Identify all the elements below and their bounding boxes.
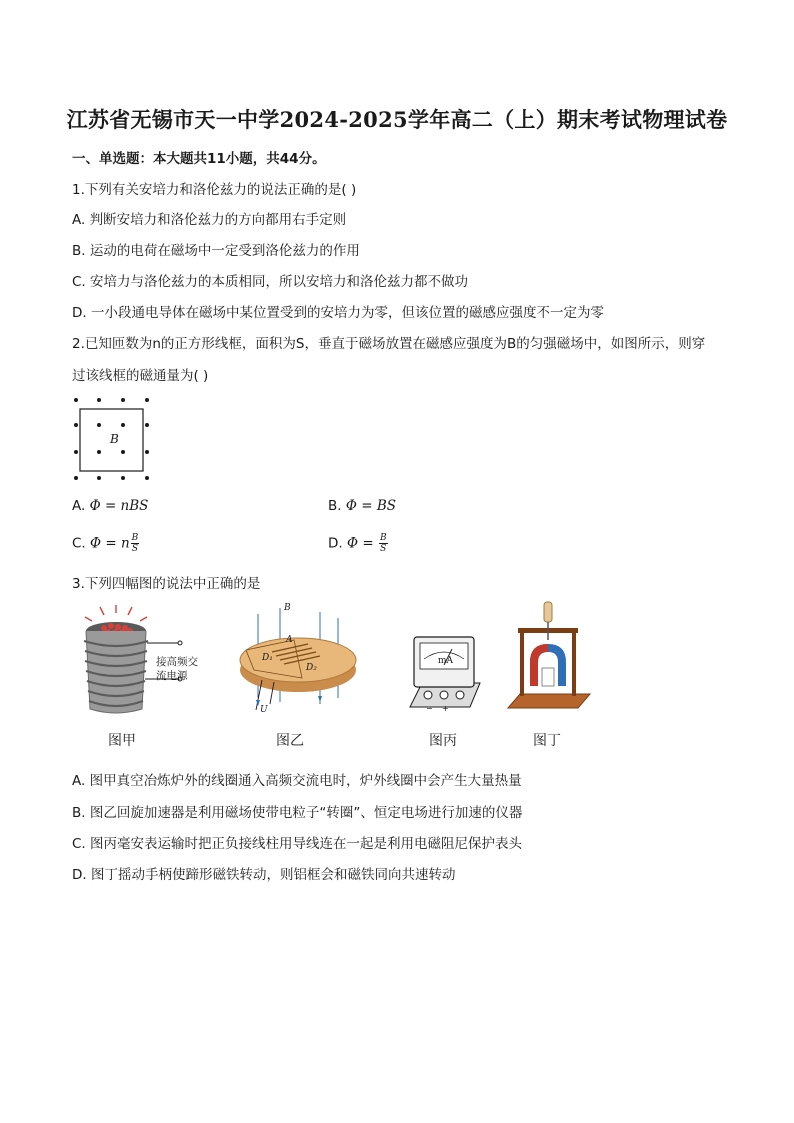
- q1-option-a: A. 判断安培力和洛伦兹力的方向都用右手定则: [72, 212, 347, 228]
- svg-text:B: B: [284, 603, 291, 613]
- q1-option-c: C. 安培力与洛伦兹力的本质相同，所以安培力和洛伦兹力都不做功: [72, 274, 469, 290]
- svg-text:mA: mA: [438, 656, 454, 666]
- fig-ding-caption: 图丁: [533, 733, 561, 749]
- q2-option-a: A. Φ = nBS: [72, 498, 149, 514]
- fraction: $\frac{B}{S}$: [131, 533, 139, 554]
- q2-option-b: B. Φ = BS: [328, 498, 396, 514]
- q3-option-c: C. 图丙毫安表运输时把正负接线柱用导线连在一起是利用电磁阻尼保护表头: [72, 836, 523, 852]
- heat-rays-icon: [85, 605, 147, 621]
- q2-option-c: C. Φ = n $\frac{B}{S}$: [72, 533, 139, 554]
- fig-bing-milliammeter: [408, 633, 482, 713]
- fig-jia-caption: 图甲: [108, 733, 136, 749]
- q1-stem: 1.下列有关安培力和洛伦兹力的说法正确的是( ): [72, 182, 357, 198]
- svg-text:接高频交: 接高频交: [156, 656, 198, 668]
- section-heading: 一、单选题：本大题共11小题，共44分。: [72, 151, 326, 167]
- svg-text:流电源: 流电源: [156, 670, 188, 682]
- q3-option-d: D. 图丁摇动手柄使蹄形磁铁转动，则铝框会和磁铁同向共速转动: [72, 867, 456, 883]
- q2-coil-figure: [66, 392, 162, 488]
- svg-text:+: +: [442, 704, 449, 713]
- q2-stem-line2: 过该线框的磁通量为( ): [72, 368, 209, 384]
- q3-option-a: A. 图甲真空冶炼炉外的线圈通入高频交流电时，炉外线圈中会产生大量热量: [72, 773, 522, 789]
- q3-stem: 3.下列四幅图的说法中正确的是: [72, 576, 261, 592]
- svg-text:D₁: D₁: [262, 653, 273, 663]
- q2-stem-line1: 2.已知匝数为n的正方形线框，面积为S，垂直于磁场放置在磁感应强度为B的匀强磁场中，如图所示，则穿: [72, 336, 706, 352]
- field-label: B: [110, 432, 119, 446]
- fig-bing-caption: 图丙: [429, 733, 457, 749]
- svg-text:D₂: D₂: [306, 663, 317, 673]
- q2-option-d: D. Φ = $\frac{B}{S}$: [328, 533, 387, 554]
- svg-text:U: U: [260, 705, 268, 715]
- fig-ding-magnet: [506, 600, 592, 720]
- svg-text:A: A: [286, 635, 293, 645]
- q3-option-b: B. 图乙回旋加速器是利用磁场使带电粒子“转圈”、恒定电场进行加速的仪器: [72, 805, 523, 821]
- q1-option-d: D. 一小段通电导体在磁场中某位置受到的安培力为零，但该位置的磁感应强度不一定为零: [72, 305, 604, 321]
- fraction: $\frac{B}{S}$: [379, 533, 387, 554]
- q1-option-b: B. 运动的电荷在磁场中一定受到洛伦兹力的作用: [72, 243, 360, 259]
- svg-text:−: −: [426, 704, 433, 713]
- fig-jia-furnace: [70, 605, 210, 720]
- fig-yi-cyclotron: [232, 600, 362, 718]
- fig-yi-caption: 图乙: [276, 733, 304, 749]
- page-title: 江苏省无锡市天一中学2024-2025学年高二（上）期末考试物理试卷: [66, 107, 728, 132]
